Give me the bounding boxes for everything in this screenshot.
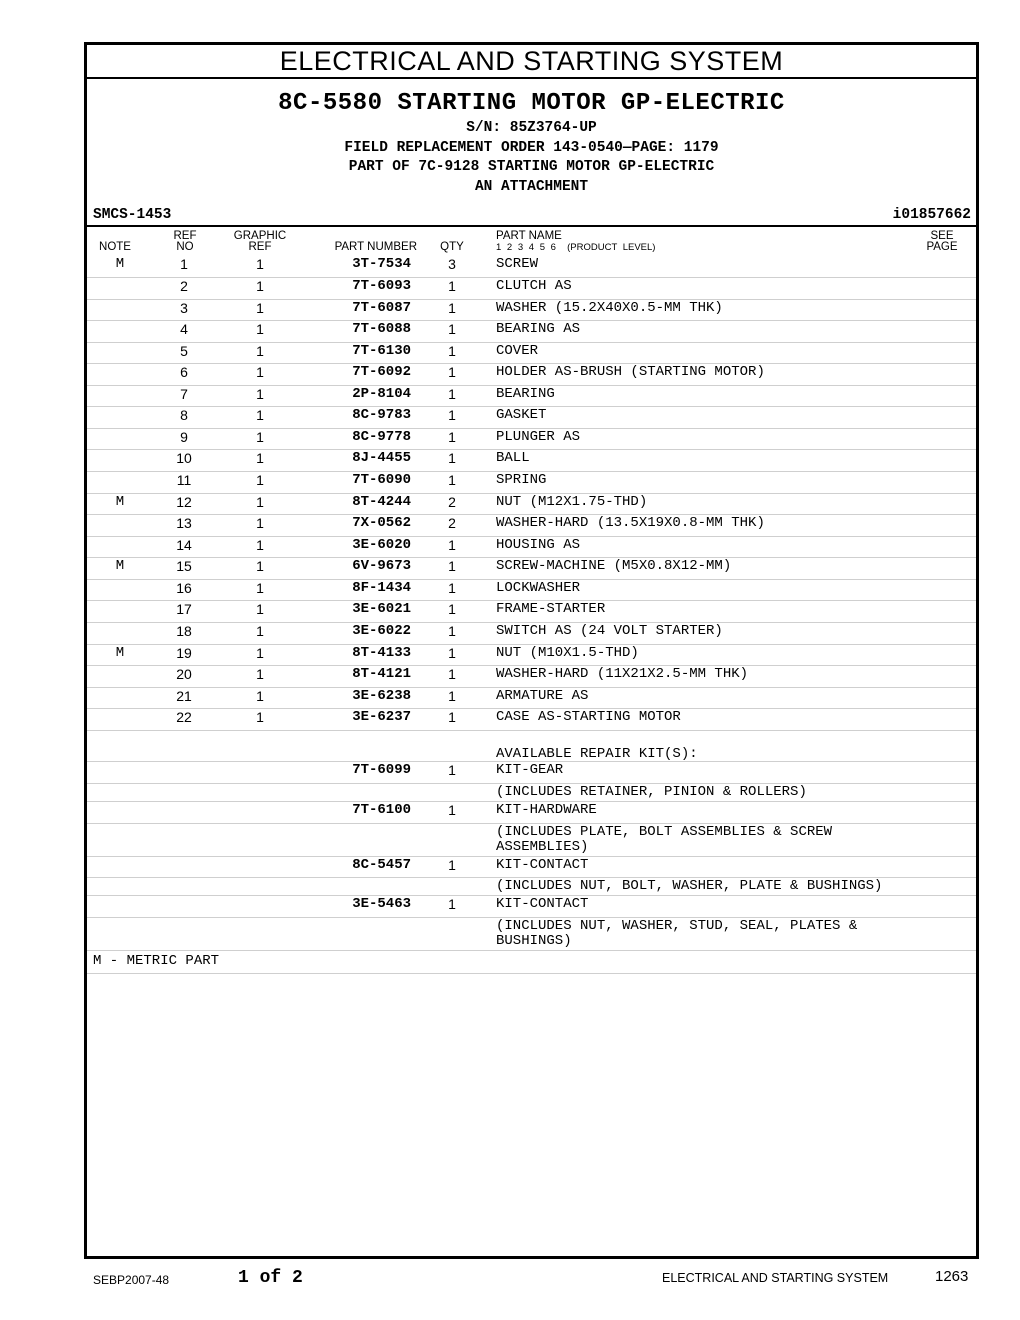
- part-number: 7T-6093: [352, 277, 411, 294]
- part-number: 3E-6238: [352, 687, 411, 704]
- graphic-ref: 1: [256, 709, 264, 726]
- col-ref-label-top: REF: [173, 230, 197, 242]
- quantity: 1: [448, 536, 456, 553]
- part-number: 8T-4121: [352, 666, 411, 683]
- page-of: 1 of 2: [238, 1268, 303, 1288]
- table-row: [87, 580, 976, 601]
- table-row: [87, 824, 976, 857]
- quantity: 1: [448, 856, 456, 873]
- ref-number: 12: [176, 493, 192, 510]
- part-name: COVER: [496, 342, 539, 359]
- part-name: SWITCH AS (24 VOLT STARTER): [496, 623, 723, 640]
- graphic-ref: 1: [256, 601, 264, 618]
- col-product-levels: 1 2 3 4 5 6: [496, 242, 556, 253]
- col-graphic-label-top: GRAPHIC: [233, 230, 287, 242]
- graphic-ref: 1: [256, 515, 264, 532]
- part-note: M: [115, 493, 125, 510]
- part-name: HOLDER AS-BRUSH (STARTING MOTOR): [496, 363, 765, 380]
- group-title: 8C-5580 STARTING MOTOR GP-ELECTRIC: [278, 90, 785, 117]
- table-row: [87, 429, 976, 450]
- part-number: 7X-0562: [352, 515, 411, 532]
- part-name: NUT (M10X1.5-THD): [496, 644, 639, 661]
- document-code: SEBP2007-48: [93, 1273, 170, 1287]
- ref-number: 4: [180, 320, 188, 337]
- ref-number: 8: [180, 407, 188, 424]
- quantity: 1: [448, 450, 456, 467]
- ref-number: 20: [176, 666, 192, 683]
- part-name: WASHER (15.2X40X0.5-MM THK): [496, 299, 723, 316]
- part-name: (INCLUDES RETAINER, PINION & ROLLERS): [496, 783, 807, 800]
- graphic-ref: 1: [256, 644, 264, 661]
- quantity: 1: [448, 342, 456, 359]
- table-row: [87, 731, 976, 762]
- part-name: KIT-CONTACT: [496, 896, 589, 913]
- part-number: 7T-6090: [352, 471, 411, 488]
- part-note: M: [115, 256, 125, 272]
- part-number: 3E-5463: [352, 896, 411, 913]
- ref-number: 1: [180, 256, 188, 272]
- table-row: [87, 857, 976, 879]
- quantity: 1: [448, 277, 456, 294]
- part-name: HOUSING AS: [496, 536, 581, 553]
- ref-number: 11: [176, 471, 192, 488]
- ref-number: 13: [176, 515, 192, 532]
- part-name: GASKET: [496, 407, 547, 424]
- table-row: [87, 558, 976, 580]
- col-part-name-label: PART NAME: [496, 230, 562, 242]
- graphic-ref: 1: [256, 256, 264, 272]
- part-name: FRAME-STARTER: [496, 601, 606, 618]
- graphic-ref: 1: [256, 687, 264, 704]
- field-replacement-order: FIELD REPLACEMENT ORDER 143-0540—PAGE: 1179: [344, 140, 719, 156]
- illustration-id: i01857662: [892, 207, 971, 223]
- part-number: 8C-9778: [352, 428, 411, 445]
- quantity: 1: [448, 709, 456, 726]
- quantity: 1: [448, 801, 456, 818]
- quantity: 1: [448, 579, 456, 596]
- table-row: [87, 537, 976, 558]
- parts-list: [87, 256, 976, 951]
- ref-number: 22: [176, 709, 192, 726]
- quantity: 2: [448, 515, 456, 532]
- part-name: AVAILABLE REPAIR KIT(S):: [496, 746, 698, 763]
- quantity: 1: [448, 558, 456, 575]
- quantity: 1: [448, 471, 456, 488]
- table-row: [87, 878, 976, 896]
- part-name: SCREW: [496, 256, 539, 272]
- table-row: [87, 300, 976, 321]
- col-graphic-label-bottom: REF: [248, 241, 272, 253]
- ref-number: 18: [176, 623, 192, 640]
- col-note-label: NOTE: [99, 241, 131, 253]
- part-name: BEARING AS: [496, 320, 581, 337]
- part-number: 7T-6088: [352, 320, 411, 337]
- part-name: SPRING: [496, 471, 547, 488]
- part-name: WASHER-HARD (11X21X2.5-MM THK): [496, 666, 749, 683]
- part-number: 8F-1434: [352, 579, 411, 596]
- col-part-name-header: [496, 231, 655, 253]
- part-name: ARMATURE AS: [496, 687, 589, 704]
- part-number: 7T-6100: [352, 801, 411, 818]
- part-number: 3E-6022: [352, 623, 411, 640]
- graphic-ref: 1: [256, 299, 264, 316]
- ref-number: 14: [176, 536, 192, 553]
- ref-number: 3: [180, 299, 188, 316]
- table-row: [87, 407, 976, 429]
- quantity: 2: [448, 493, 456, 510]
- table-row: [87, 472, 976, 494]
- col-ref-label-bottom: NO: [176, 241, 194, 253]
- serial-number: S/N: 85Z3764-UP: [466, 120, 597, 136]
- part-note: M: [115, 558, 125, 575]
- part-of-line: PART OF 7C-9128 STARTING MOTOR GP-ELECTRIC: [348, 159, 715, 175]
- table-row: [87, 784, 976, 802]
- table-row: [87, 918, 976, 951]
- table-row: [87, 645, 976, 666]
- part-name: (INCLUDES NUT, BOLT, WASHER, PLATE & BUSHINGS): [496, 878, 883, 895]
- graphic-ref: 1: [256, 428, 264, 445]
- quantity: 1: [448, 363, 456, 380]
- part-number: 3T-7534: [352, 256, 411, 272]
- graphic-ref: 1: [256, 363, 264, 380]
- part-number: 8T-4133: [352, 644, 411, 661]
- table-row: [87, 666, 976, 688]
- table-row: [87, 450, 976, 472]
- graphic-ref: 1: [256, 277, 264, 294]
- graphic-ref: 1: [256, 320, 264, 337]
- ref-number: 6: [180, 363, 188, 380]
- col-graphic-header: [230, 231, 290, 253]
- part-number: 7T-6099: [352, 762, 411, 779]
- ref-number: 10: [176, 450, 192, 467]
- quantity: 1: [448, 762, 456, 779]
- table-row: [87, 278, 976, 300]
- col-see-page-header: [919, 231, 965, 253]
- ref-number: 7: [180, 385, 188, 402]
- part-note: M: [115, 644, 125, 661]
- table-row: [87, 515, 976, 537]
- part-name: KIT-HARDWARE: [496, 801, 597, 818]
- col-see-label-bottom: PAGE: [926, 241, 958, 253]
- part-number: 2P-8104: [352, 385, 411, 402]
- part-number: 8T-4244: [352, 493, 411, 510]
- part-name: (INCLUDES NUT, WASHER, STUD, SEAL, PLATES & BUSHINGS): [496, 918, 858, 950]
- graphic-ref: 1: [256, 558, 264, 575]
- quantity: 1: [448, 896, 456, 913]
- graphic-ref: 1: [256, 493, 264, 510]
- table-row: [87, 256, 976, 278]
- part-name: LOCKWASHER: [496, 579, 581, 596]
- part-name: (INCLUDES PLATE, BOLT ASSEMBLIES & SCREW ASSEMBLIES): [496, 823, 833, 855]
- part-name: NUT (M12X1.75-THD): [496, 493, 648, 510]
- part-number: 8C-5457: [352, 856, 411, 873]
- quantity: 3: [448, 256, 456, 272]
- table-row: [87, 709, 976, 731]
- table-row: [87, 601, 976, 623]
- graphic-ref: 1: [256, 579, 264, 596]
- part-number: 7T-6087: [352, 299, 411, 316]
- ref-number: 2: [180, 277, 188, 294]
- table-row: [87, 364, 976, 386]
- part-number: 8C-9783: [352, 407, 411, 424]
- header-rule: [87, 225, 976, 227]
- col-note-header: [93, 242, 137, 253]
- attachment-line: AN ATTACHMENT: [474, 179, 589, 195]
- table-row: [87, 896, 976, 918]
- table-row: [87, 494, 976, 515]
- part-name: CASE AS-STARTING MOTOR: [496, 709, 681, 726]
- part-name: BEARING: [496, 385, 555, 402]
- quantity: 1: [448, 644, 456, 661]
- part-number: 7T-6130: [352, 342, 411, 359]
- ref-number: 15: [176, 558, 192, 575]
- col-ref-header: [165, 231, 205, 253]
- graphic-ref: 1: [256, 450, 264, 467]
- part-name: BALL: [496, 450, 530, 467]
- part-number: 8J-4455: [352, 450, 411, 467]
- graphic-ref: 1: [256, 385, 264, 402]
- col-qty-label: QTY: [440, 241, 464, 253]
- part-name: WASHER-HARD (13.5X19X0.8-MM THK): [496, 515, 765, 532]
- ref-number: 16: [176, 579, 192, 596]
- part-number: 3E-6237: [352, 709, 411, 726]
- col-product-level-label: (PRODUCT LEVEL): [567, 242, 656, 253]
- part-name: CLUTCH AS: [496, 277, 572, 294]
- footnote-rule: [87, 973, 976, 974]
- table-row: [87, 386, 976, 407]
- part-number: 3E-6020: [352, 536, 411, 553]
- part-name: SCREW-MACHINE (M5X0.8X12-MM): [496, 558, 732, 575]
- table-row: [87, 321, 976, 343]
- table-row: [87, 762, 976, 784]
- quantity: 1: [448, 687, 456, 704]
- part-name: PLUNGER AS: [496, 428, 581, 445]
- ref-number: 17: [176, 601, 192, 618]
- col-see-label-top: SEE: [930, 230, 954, 242]
- table-row: [87, 802, 976, 824]
- page-number: 1263: [935, 1268, 969, 1285]
- part-name: KIT-GEAR: [496, 762, 564, 779]
- quantity: 1: [448, 623, 456, 640]
- col-part-number-label: PART NUMBER: [334, 241, 417, 253]
- section-title: ELECTRICAL AND STARTING SYSTEM: [87, 45, 976, 79]
- smcs-code: SMCS-1453: [93, 207, 172, 223]
- part-number: 7T-6092: [352, 363, 411, 380]
- graphic-ref: 1: [256, 342, 264, 359]
- quantity: 1: [448, 428, 456, 445]
- ref-number: 5: [180, 342, 188, 359]
- graphic-ref: 1: [256, 666, 264, 683]
- graphic-ref: 1: [256, 407, 264, 424]
- col-part-number-header: [317, 242, 417, 253]
- part-name: KIT-CONTACT: [496, 856, 589, 873]
- quantity: 1: [448, 666, 456, 683]
- ref-number: 19: [176, 644, 192, 661]
- ref-number: 9: [180, 428, 188, 445]
- table-row: [87, 623, 976, 645]
- quantity: 1: [448, 601, 456, 618]
- quantity: 1: [448, 320, 456, 337]
- part-number: 3E-6021: [352, 601, 411, 618]
- graphic-ref: 1: [256, 623, 264, 640]
- quantity: 1: [448, 407, 456, 424]
- quantity: 1: [448, 299, 456, 316]
- table-row: [87, 343, 976, 364]
- graphic-ref: 1: [256, 471, 264, 488]
- graphic-ref: 1: [256, 536, 264, 553]
- parts-page-frame: [84, 42, 979, 1259]
- part-number: 6V-9673: [352, 558, 411, 575]
- metric-footnote: M - METRIC PART: [93, 953, 220, 969]
- col-qty-header: [435, 242, 469, 253]
- table-row: [87, 688, 976, 709]
- quantity: 1: [448, 385, 456, 402]
- footer-section-name: ELECTRICAL AND STARTING SYSTEM: [662, 1271, 889, 1285]
- ref-number: 21: [176, 687, 192, 704]
